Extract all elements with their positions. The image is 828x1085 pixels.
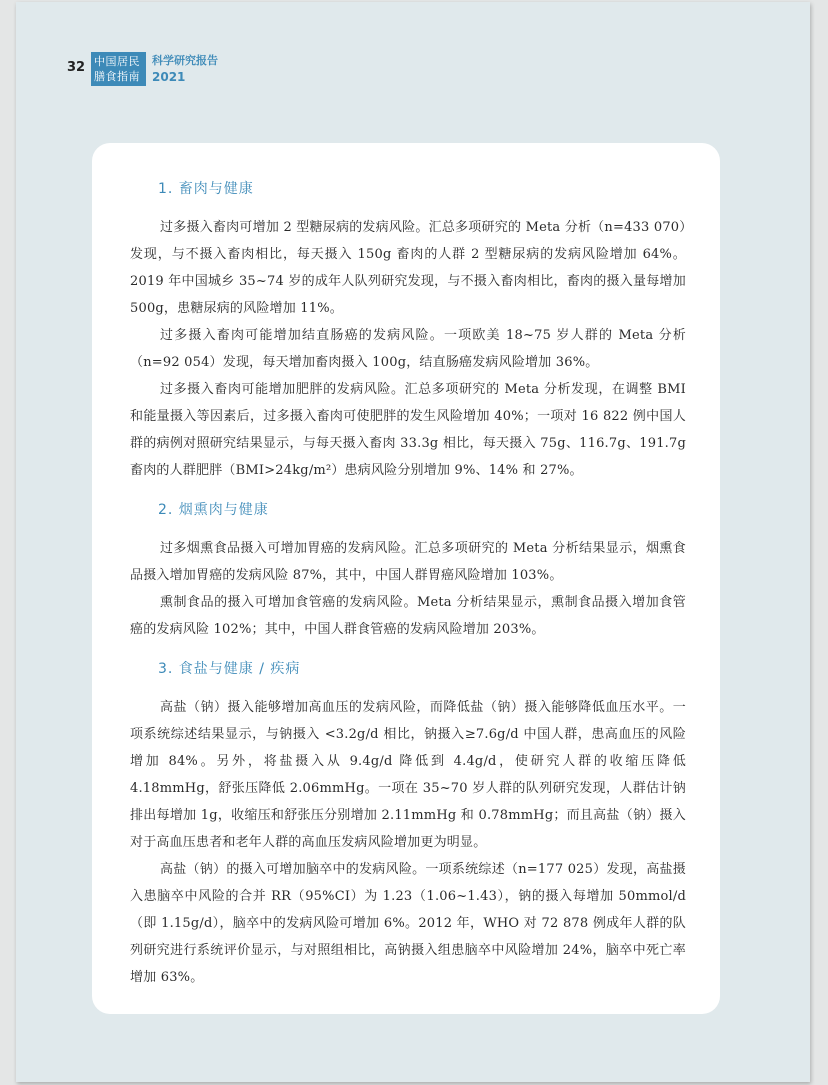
paragraph: 过多摄入畜肉可增加 2 型糖尿病的发病风险。汇总多项研究的 Meta 分析（n=433 070）发现，与不摄入畜肉相比，每天摄入 150g 畜肉的人群 2 型糖尿病的发病风险增加 64%。2019 年中国城乡 35~74 岁的成年人队列研究发现，与不摄入畜肉相比，畜肉的摄入量每增加 500g，患糖尿病的风险增加 11%。 (130, 220, 686, 316)
section-heading-meat: 1. 畜肉与健康 (158, 181, 254, 197)
report-year: 2021 (152, 70, 186, 84)
paragraph: 过多摄入畜肉可能增加肥胖的发病风险。汇总多项研究的 Meta 分析发现，在调整 BMI 和能量摄入等因素后，过多摄入畜肉可使肥胖的发生风险增加 40%；一项对 16 822 例中国人群的病例对照研究结果显示，与每天摄入畜肉 33.3g 相比，每天摄入 75g、116.7g、191.7g 畜肉的人群肥胖（BMI>24kg/m²）患病风险分别增加 9%、14% 和 27%。 (130, 382, 686, 478)
report-title-line: 科学研究报告 (152, 54, 218, 67)
section-heading-salt: 3. 食盐与健康 / 疾病 (158, 661, 301, 677)
paragraph: 过多摄入畜肉可能增加结直肠癌的发病风险。一项欧美 18~75 岁人群的 Meta 分析（n=92 054）发现，每天增加畜肉摄入 100g，结直肠癌发病风险增加 36%。 (130, 328, 686, 370)
paragraph: 高盐（钠）摄入能够增加高血压的发病风险，而降低盐（钠）摄入能够降低血压水平。一项系统综述结果显示，与钠摄入 <3.2g/d 相比，钠摄入≥7.6g/d 中国人群，患高血压的风险增加 84%。另外，将盐摄入从 9.4g/d 降低到 4.4g/d，使研究人群的收缩压降低 4.18mmHg，舒张压降低 2.06mmHg。一项在 35~70 岁人群的队列研究发现，人群估计钠排出每增加 1g，收缩压和舒张压分别增加 2.11mmHg 和 0.78mmHg；而且高盐（钠）摄入对于高血压患者和老年人群的高血压发病风险增加更为明显。 (130, 700, 686, 850)
paragraph: 过多烟熏食品摄入可增加胃癌的发病风险。汇总多项研究的 Meta 分析结果显示，烟熏食品摄入增加胃癌的发病风险 87%，其中，中国人群胃癌风险增加 103%。 (130, 541, 686, 583)
paragraph: 高盐（钠）的摄入可增加脑卒中的发病风险。一项系统综述（n=177 025）发现，高盐摄入患脑卒中风险的合并 RR（95%CI）为 1.23（1.06~1.43），钠的摄入每增加 50mmol/d（即 1.15g/d），脑卒中的发病风险可增加 6%。2012 年，WHO 对 72 878 例成年人群的队列研究进行系统评价显示，与对照组相比，高钠摄入组患脑卒中风险增加 24%，脑卒中死亡率增加 63%。 (130, 862, 686, 985)
paragraph: 熏制食品的摄入可增加食管癌的发病风险。Meta 分析结果显示，熏制食品摄入增加食管癌的发病风险 102%；其中，中国人群食管癌的发病风险增加 203%。 (130, 595, 686, 637)
page-number: 32 (67, 60, 86, 75)
section-heading-smoked-meat: 2. 烟熏肉与健康 (158, 502, 269, 518)
report-title (152, 53, 218, 85)
logo-line-2: 膳食指南 (94, 70, 140, 83)
article-body (130, 178, 686, 991)
logo-line-1: 中国居民 (94, 55, 140, 68)
guideline-logo (91, 52, 146, 86)
